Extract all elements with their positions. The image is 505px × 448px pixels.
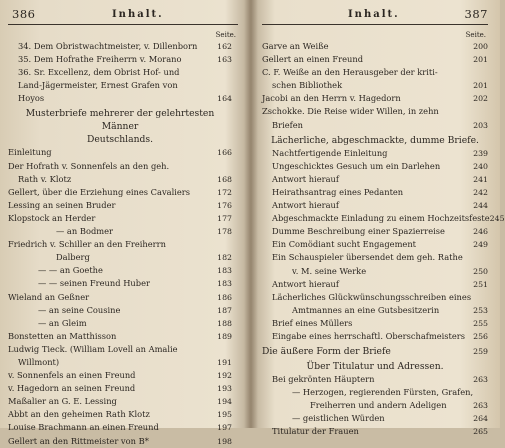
entry-text: — an Bodmer [56, 226, 114, 237]
toc-entry [8, 238, 238, 251]
entry-page-number: 183 [217, 266, 232, 276]
toc-entry [8, 79, 238, 92]
book-gutter [244, 0, 258, 428]
toc-list [8, 146, 238, 447]
entry-page-number: 191 [217, 357, 232, 367]
entry-page-number: 182 [217, 253, 232, 263]
entry-page-number: 251 [473, 279, 488, 289]
toc-entry [262, 186, 488, 199]
toc-entry [8, 435, 238, 448]
page-number: 387 [464, 7, 488, 21]
toc-entry [8, 160, 238, 173]
left-page [8, 6, 238, 446]
entry-text: Ludwig Tieck. (William Lovell an Amalie [8, 343, 178, 354]
entry-text: Abgeschmackte Einladung zu einem Hochzeitsfeste [272, 213, 490, 224]
page-number: 386 [12, 7, 36, 21]
toc-entry [262, 412, 488, 425]
entry-page-number: 256 [473, 331, 488, 341]
entry-text: v. Hagedorn an seinen Freund [8, 383, 136, 394]
entry-text: v. M. seine Werke [292, 265, 367, 276]
entry-page-number: 164 [217, 94, 232, 104]
entry-page-number: 195 [217, 410, 232, 420]
entry-page-number: 246 [473, 227, 488, 237]
entry-text: Land-Jägermeister, Ernest Grafen von [18, 80, 178, 91]
entry-text: — — an Goethe [38, 265, 103, 276]
entry-text: Louise Brachmann an einen Freund [8, 422, 159, 433]
entry-page-number: 249 [473, 240, 488, 250]
toc-entry [8, 186, 238, 199]
toc-entry [8, 317, 238, 330]
entry-page-number: 188 [217, 318, 232, 328]
toc-entry [8, 291, 238, 304]
entry-page-number: 186 [217, 292, 232, 302]
section-heading-line: Musterbriefe mehrerer der gelehrtesten Männer [25, 108, 215, 133]
entry-text: Willmont) [18, 356, 60, 367]
toc-entry [262, 386, 488, 399]
running-title: Inhalt. [348, 9, 400, 20]
entry-text: Lächerliches Glückwünschungsschreiben eines [272, 291, 472, 302]
toc-entry [262, 238, 488, 251]
entry-page-number: 265 [473, 427, 488, 437]
right-page-header [262, 6, 488, 30]
toc-entry [8, 53, 238, 66]
entry-page-number: 166 [217, 148, 232, 158]
toc-entry [262, 147, 488, 160]
entry-text: Brief eines Müllers [272, 317, 353, 328]
toc-entry [262, 40, 488, 53]
toc-entry [8, 212, 238, 225]
entry-text: 36. Sr. Excellenz, dem Obrist Hof- und [18, 67, 180, 78]
toc-entry [8, 330, 238, 343]
toc-entry [262, 265, 488, 278]
entry-text: schen Bibliothek [272, 80, 343, 91]
entry-text: — an seine Cousine [38, 304, 121, 315]
entry-text: Einleitung [8, 147, 52, 158]
entry-text: Friedrich v. Schiller an den Freiherrn [8, 239, 166, 250]
toc-entry [8, 146, 238, 159]
toc-entry [8, 40, 238, 53]
entry-text: — an Gleim [38, 317, 87, 328]
toc-entry [8, 251, 238, 264]
entry-text: Titulatur der Frauen [272, 426, 359, 437]
entry-page-number: 197 [217, 423, 232, 433]
entry-page-number: 264 [473, 414, 488, 424]
toc-entry [8, 356, 238, 369]
toc-entry [8, 382, 238, 395]
entry-page-number: 183 [217, 279, 232, 289]
toc-entry [8, 92, 238, 105]
entry-text: Abbt an den geheimen Rath Klotz [8, 409, 150, 420]
right-page [262, 6, 505, 437]
entry-page-number: 194 [217, 397, 232, 407]
entry-page-number: 202 [473, 94, 488, 104]
seite-label: Seite. [465, 31, 486, 39]
seite-label: Seite. [215, 31, 236, 39]
entry-text: Dumme Beschreibung einer Spazierreise [272, 226, 445, 237]
entry-page-number: 244 [473, 201, 488, 211]
entry-text: Freiherren und andern Adeligen [310, 400, 447, 411]
entry-text: Antwort hierauf [272, 200, 339, 211]
entry-text: Gellert an einen Freund [262, 54, 364, 65]
entry-text: Jacobi an den Herrn v. Hagedorn [262, 93, 401, 104]
toc-entry [262, 199, 488, 212]
left-page-header [8, 6, 238, 30]
entry-page-number: 192 [217, 371, 232, 381]
running-title: Inhalt. [112, 9, 164, 20]
entry-page-number: 198 [217, 436, 232, 446]
entry-text: Der Hofrath v. Sonnenfels an den geh. [8, 160, 170, 171]
entry-page-number: 253 [473, 305, 488, 315]
entry-text: Amtmannes an eine Gutsbesitzerin [292, 304, 440, 315]
entry-page-number: 162 [217, 42, 232, 51]
entry-page-number: 189 [217, 331, 232, 341]
entry-page-number: 255 [473, 318, 488, 328]
entry-page-number: 239 [473, 148, 488, 158]
toc-entry [262, 278, 488, 291]
entry-text: Nachtfertigende Einleitung [272, 147, 388, 158]
entry-page-number: 163 [217, 55, 232, 65]
toc-entry [262, 66, 488, 79]
entry-text: Antwort hierauf [272, 278, 339, 289]
section-heading: Lächerliche, abgeschmackte, dumme Briefe. [271, 134, 479, 146]
section-heading-line: Deutschlands. [86, 134, 154, 146]
entry-page-number: 193 [217, 384, 232, 394]
toc-entry [262, 173, 488, 186]
entry-page-number: 242 [473, 187, 488, 197]
entry-page-number: 201 [473, 81, 488, 91]
entry-page-number: 259 [473, 347, 488, 357]
entry-text: Briefen [272, 119, 303, 130]
section-heading [8, 107, 238, 146]
toc-entry [8, 199, 238, 212]
entry-page-number: 172 [217, 187, 232, 197]
entry-text: 34. Dem Obristwachtmeister, v. Dillenborn [18, 41, 198, 51]
toc-entry [262, 399, 488, 412]
entry-text: Ungeschicktes Gesuch um ein Darlehen [272, 160, 441, 171]
toc-entry [262, 317, 488, 330]
entry-text: 35. Dem Hofrathe Freiherrn v. Morano [18, 54, 182, 65]
toc-entry [8, 264, 238, 277]
entry-text: Eingabe eines herrschaftl. Oberschafmeisters [272, 330, 466, 341]
entry-text: Ein Schauspieler übersendet dem geh. Rathe [272, 252, 463, 263]
entry-page-number: 178 [217, 227, 232, 237]
toc-entry [262, 225, 488, 238]
entry-page-number: 263 [473, 401, 488, 411]
entry-text: Wieland an Geßner [8, 291, 90, 302]
entry-page-number: 187 [217, 305, 232, 315]
toc-entry [8, 277, 238, 290]
section-heading: Über Titulatur und Adressen. [306, 361, 444, 373]
entry-page-number: 263 [473, 375, 488, 385]
toc-entry [262, 53, 488, 66]
toc-entry [8, 369, 238, 382]
toc-entry [262, 345, 488, 358]
toc-list-top [262, 40, 488, 132]
entry-text: — — seinen Freund Huber [38, 278, 150, 289]
toc-list-top [8, 40, 238, 105]
entry-text: Heirathsantrag eines Pedanten [272, 186, 404, 197]
toc-list [262, 147, 505, 343]
toc-entry [8, 395, 238, 408]
toc-entry [262, 212, 505, 225]
toc-entry [8, 173, 238, 186]
toc-entry [8, 304, 238, 317]
entry-page-number: 203 [473, 120, 488, 130]
toc-entry [262, 330, 488, 343]
toc-entry [8, 225, 238, 238]
entry-text: Lessing an seinen Bruder [8, 199, 116, 210]
toc-entry [8, 66, 238, 79]
entry-page-number: 200 [473, 42, 488, 51]
entry-text: Maßalier an G. E. Lessing [8, 396, 117, 407]
entry-text: Zschokke. Die Reise wider Willen, in zehn [262, 106, 439, 117]
entry-text: v. Sonnenfels an einen Freund [8, 370, 136, 381]
entry-text: Bei gekrönten Häuptern [272, 374, 375, 385]
entry-text: Dalberg [56, 252, 90, 263]
header-rule [8, 24, 238, 25]
entry-text: Gellert an den Rittmeister von B* [8, 435, 149, 446]
toc-entry [262, 291, 488, 304]
entry-text: Rath v. Klotz [18, 173, 72, 184]
entry-page-number: 201 [473, 55, 488, 65]
toc-entry [262, 373, 488, 386]
toc-entry [8, 408, 238, 421]
entry-page-number: 240 [473, 161, 488, 171]
entry-page-number: 168 [217, 174, 232, 184]
toc-entry [8, 421, 238, 434]
entry-page-number: 241 [473, 174, 488, 184]
header-rule [262, 24, 488, 25]
toc-entry [262, 79, 488, 92]
entry-text: Hoyos [18, 93, 45, 104]
toc-entry [8, 343, 238, 356]
entry-text: Bonstetten an Matthisson [8, 330, 117, 341]
entry-page-number: 250 [473, 266, 488, 276]
entry-text: Antwort hierauf [272, 173, 339, 184]
toc-entry [262, 304, 488, 317]
toc-entry [262, 251, 488, 264]
toc-entry [262, 92, 488, 105]
entry-text: C. F. Weiße an den Herausgeber der kriti- [262, 67, 438, 78]
entry-text: Klopstock an Herder [8, 212, 96, 223]
toc-entry [262, 425, 488, 438]
toc-entry [262, 160, 488, 173]
entry-page-number: 245 [489, 214, 505, 224]
entry-page-number: 176 [217, 200, 232, 210]
entry-text: — geistlichen Würden [292, 413, 385, 424]
entry-text: — Herzogen, regierenden Fürsten, Grafen, [292, 387, 474, 398]
entry-text: Die äußere Form der Briefe [262, 346, 391, 358]
entry-text: Gellert, über die Erziehung eines Cavaliers [8, 186, 191, 197]
entry-page-number: 177 [217, 213, 232, 223]
entry-text: Garve an Weiße [262, 41, 329, 51]
toc-entry [262, 119, 488, 132]
entry-text: Ein Comödiant sucht Engagement [272, 239, 417, 250]
toc-list [262, 373, 488, 438]
toc-entry [262, 105, 488, 118]
